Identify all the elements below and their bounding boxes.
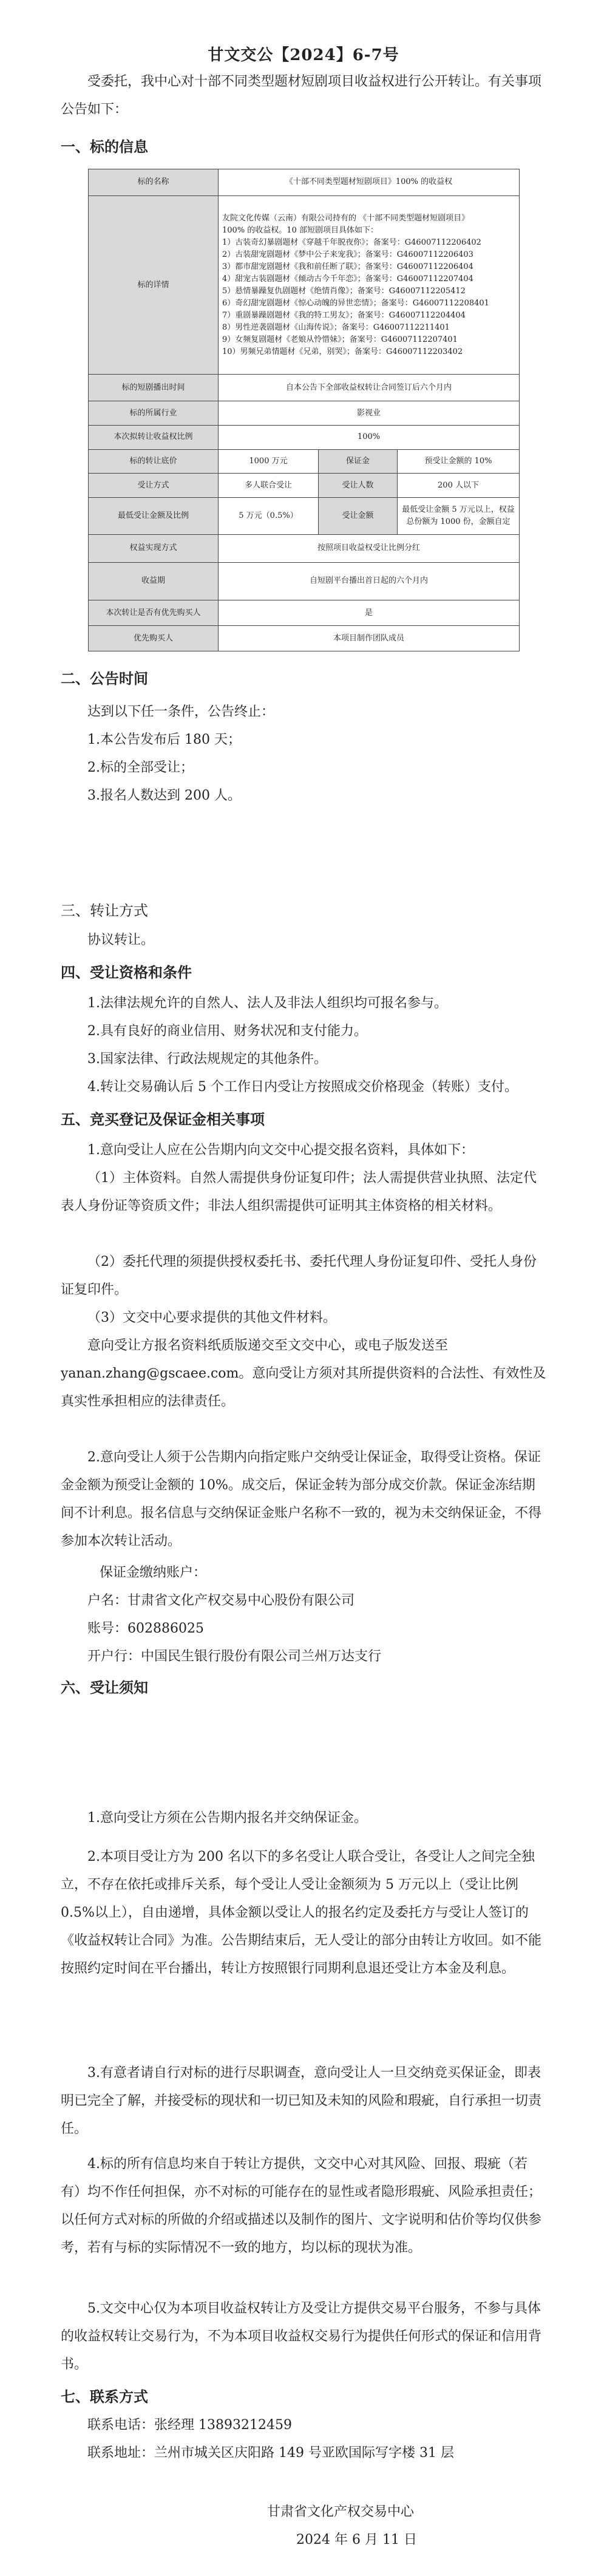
name-label: 标的名称 xyxy=(89,169,219,196)
buyer-method-value: 多人联合受让 xyxy=(219,474,319,498)
priority-buyer-label: 优先购买人 xyxy=(89,626,219,651)
transfer-method: 协议转让。 xyxy=(87,933,155,948)
qualification-item: 1.法律法规允许的自然人、法人及非法人组织均可报名参与。 xyxy=(87,996,447,1011)
section-6-heading: 六、受让须知 xyxy=(61,1679,148,1696)
section-3-heading: 三、转让方式 xyxy=(61,902,148,919)
period-value: 自本公告下全部收益权转让合同签订后六个月内 xyxy=(219,375,520,401)
period-label: 标的短剧播出时间 xyxy=(89,375,219,401)
detail-line: 1）古装奇幻暴剧题材《穿越千年脱夜你》；备案号：G46007112206402 xyxy=(222,237,481,247)
notice-item: 4.标的所有信息均来自于转让方提供，文交中心对其风险、回报、瑕疵（若有）均不作任何担保，亦不对标的可能存在的显性或者隐形瑕疵、风险承担责任；以任何方式对标的所做的介绍或描述以及制作的图片、文字说明和估价等均仅供参考，若有与标的实际情况不一致的地方，均以标的现状为准。 xyxy=(61,2156,542,2255)
priority-buyer-value: 本项目制作团队成员 xyxy=(219,626,520,651)
buyer-method-label: 受让方式 xyxy=(89,474,219,498)
section-2-heading: 二、公告时间 xyxy=(61,670,148,687)
registration-p3: （2）委托代理的须提供授权委托书、委托代理人身份证复印件、受托人身份证复印件。 xyxy=(61,1254,537,1297)
registration-p6: 2.意向受让人须于公告期内向指定账户交纳受让保证金，取得受让资格。保证金金额为预受让金额的 10%。成交后，保证金转为部分成交价款。保证金冻结期间不计利息。报名信息与交纳保证金账户名称不一致的，视为未交纳保证金，不得参加本次转让活动。 xyxy=(61,1450,542,1549)
industry-value: 影视业 xyxy=(219,401,520,426)
section-5-heading: 五、竞买登记及保证金相关事项 xyxy=(61,1110,265,1128)
detail-line: 8）男性逆袭剧题材《山海传说》；备案号：G46007112211401 xyxy=(222,322,450,332)
amount-value: 最低受让金额 5 万元以上，权益总份额为 1000 份，金额自定 xyxy=(398,498,520,535)
detail-value xyxy=(219,195,520,375)
buyer-count-label: 受让人数 xyxy=(319,474,398,498)
detail-line: 6）奇幻甜宠剧题材《惊心动魄的异世恋情》；备案号：G46007112208401 xyxy=(222,298,489,308)
term-value: 自短剧平台播出首日起的六个月内 xyxy=(219,562,520,600)
registration-p4: （3）文交中心要求提供的其他文件材料。 xyxy=(87,1310,336,1325)
price-label: 标的转让底价 xyxy=(89,449,219,474)
notice-item: 3.有意者请自行对标的进行尽职调查，意向受让人一旦交纳竞买保证金，即表明已完全了解，并接受标的现状和一切已知及未知的风险和瑕疵，自行承担一切责任。 xyxy=(61,2065,542,2136)
amount-label: 受让金额 xyxy=(319,498,398,535)
detail-line: 2）古装甜宠剧题材《梦中公子来宠我》；备案号：G46007112206403 xyxy=(222,250,473,259)
method-value: 按照项目收益权受让比例分红 xyxy=(219,534,520,562)
contact-phone: 联系电话：张经理 13893212459 xyxy=(87,2418,292,2433)
price-value: 1000 万元 xyxy=(219,449,319,474)
section-7-heading: 七、联系方式 xyxy=(61,2388,148,2405)
min-amount-value: 5 万元（0.5%） xyxy=(219,498,319,535)
detail-line: 3）都市甜宠剧题材《我和前任断了联》；备案号：G46007112206404 xyxy=(222,262,473,271)
issue-date: 2024 年 6 月 11 日 xyxy=(296,2532,417,2547)
account-number: 账号：602886025 xyxy=(87,1621,204,1636)
detail-line: 100% 的收益权。10 部短剧项目具体如下： xyxy=(222,225,378,235)
deposit-value: 预受让金额的 10% xyxy=(398,449,520,474)
notice-item: 2.本项目受让方为 200 名以下的多名受让人联合受让，各受让人之间完全独立，不存在依托或排斥关系，每个受让人受让金额须为 5 万元以上（受让比例 0.5%以上），自由递增，具体金额以受让人的报名约定及委托方与受让人签订的《收益权转让合同》为准。公告期结束后，无人受让的部分由转让方收回。如不能按照约定时间在平台播出，转让方按照银行同期利息退还受让方本金及利息。 xyxy=(61,1849,542,1976)
name-value: 《十部不同类型题材短剧项目》100% 的收益权 xyxy=(219,169,520,196)
section-1-heading: 一、标的信息 xyxy=(61,138,148,155)
contact-address: 联系地址：兰州市城关区庆阳路 149 号亚欧国际写字楼 31 层 xyxy=(87,2445,454,2461)
detail-line: 9）女频复剧题材《老娘从怜惜妹》；备案号：G46007112207401 xyxy=(222,335,458,344)
priority-label: 本次转让是否有优先购买人 xyxy=(89,600,219,626)
ratio-value: 100% xyxy=(219,426,520,450)
registration-p1: 1.意向受让人应在公告期内向文交中心提交报名资料，具体如下： xyxy=(87,1143,474,1158)
registration-p2: （1）主体资料。自然人需提供身份证复印件；法人需提供营业执照、法定代表人身份证等资质文件；非法人组织需提供可证明其主体资格的相关材料。 xyxy=(61,1171,537,1214)
ratio-label: 本次拟转让收益权比例 xyxy=(89,426,219,450)
time-item: 1.本公告发布后 180 天； xyxy=(87,732,241,747)
account-bank: 开户行：中国民生银行股份有限公司兰州万达支行 xyxy=(87,1649,382,1664)
intro-paragraph: 受委托，我中心对十部不同类型题材短剧项目收益权进行公开转让。有关事项公告如下： xyxy=(61,74,542,117)
time-item: 3.报名人数达到 200 人。 xyxy=(87,788,241,803)
detail-line: 友院文化传媒（云南）有限公司持有的 《十部不同类型题材短剧项目》 xyxy=(222,213,470,223)
min-amount-label: 最低受让金额及比例 xyxy=(89,498,219,535)
qualification-item: 2.具有良好的商业信用、财务状况和支付能力。 xyxy=(87,1024,367,1039)
qualification-item: 4.转让交易确认后 5 个工作日内受让方按照成交价格现金（转账）支付。 xyxy=(87,1079,518,1095)
detail-line: 7）重剧暴躁剧题材《我的特工男友》；备案号：G46007112204404 xyxy=(222,310,466,320)
time-item: 2.标的全部受让； xyxy=(87,760,194,775)
buyer-count-value: 200 人以下 xyxy=(398,474,520,498)
priority-value: 是 xyxy=(219,600,520,626)
detail-line: 5）悬情暴躁复仇剧题材《绝情肖像》；备案号：G46007112205412 xyxy=(222,286,466,296)
notice-item: 1.意向受让方须在公告期内报名并交纳保证金。 xyxy=(87,1810,367,1826)
account-name: 户名：甘肃省文化产权交易中心股份有限公司 xyxy=(87,1593,355,1608)
section-4-heading: 四、受让资格和条件 xyxy=(61,963,192,981)
deposit-label: 保证金 xyxy=(319,449,398,474)
qualification-item: 3.国家法律、行政法规规定的其他条件。 xyxy=(87,1052,327,1067)
registration-p5: 意向受让方报名资料纸质版递交至文交中心，或电子版发送至yanan.zhang@gscaee.com。意向受让方须对其所提供资料的合法性、有效性及真实性承担相应的法律责任。 xyxy=(61,1338,546,1409)
method-label: 权益实现方式 xyxy=(89,534,219,562)
notice-item: 5.文交中心仅为本项目收益权转让方及受让方提供交易平台服务，不参与具体的收益权转让交易行为，不为本项目收益权交易行为提供任何形式的保证和信用背书。 xyxy=(61,2301,542,2372)
detail-line: 4）甜宠古装剧题材《倾动古今千年恋》；备案号：G46007112207404 xyxy=(222,274,473,284)
time-lead: 达到以下任一条件，公告终止： xyxy=(87,704,275,719)
industry-label: 标的所属行业 xyxy=(89,401,219,426)
issuing-organization: 甘肃省文化产权交易中心 xyxy=(267,2504,415,2520)
detail-line: 10）男频兄弟情题材《兄弟，别哭》；备案号：G46007112203402 xyxy=(222,347,463,356)
document-number: 甘文交公【2024】6-7号 xyxy=(208,46,399,64)
detail-label: 标的详情 xyxy=(89,195,219,375)
account-title: 保证金缴纳账户： xyxy=(100,1565,207,1580)
term-label: 收益期 xyxy=(89,562,219,600)
subject-info-table xyxy=(88,169,520,651)
